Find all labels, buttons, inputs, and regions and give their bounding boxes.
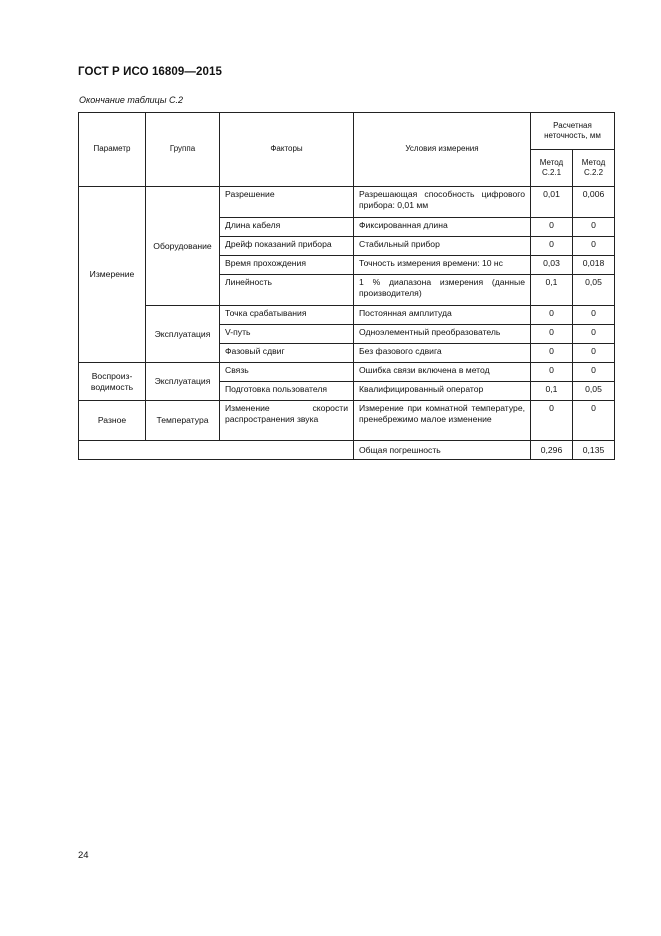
- header-method-c21: Метод С.2.1: [531, 150, 573, 187]
- condition-cell: Ошибка связи включена в метод: [354, 363, 531, 382]
- factor-cell: V-путь: [220, 325, 354, 344]
- method-c22-value: 0: [573, 218, 615, 237]
- group-cell: Эксплуатация: [146, 306, 220, 363]
- condition-cell: Точность измерения времени: 10 нс: [354, 256, 531, 275]
- table-row: [79, 363, 615, 382]
- group-cell: Эксплуатация: [146, 363, 220, 401]
- header-factors: Факторы: [220, 113, 354, 187]
- condition-cell: Одноэлементный преобразователь: [354, 325, 531, 344]
- condition-cell: Стабильный прибор: [354, 237, 531, 256]
- method-c21-value: 0: [531, 325, 573, 344]
- method-c21-value: 0,03: [531, 256, 573, 275]
- method-c22-value: 0: [573, 325, 615, 344]
- method-c21-value: 0: [531, 218, 573, 237]
- parameter-cell: Измерение: [79, 187, 146, 363]
- method-c22-value: 0: [573, 306, 615, 325]
- factor-cell: Подготовка пользователя: [220, 382, 354, 401]
- header-uncertainty: Расчетная неточность, мм: [531, 113, 615, 150]
- table-caption: Окончание таблицы С.2: [79, 95, 183, 105]
- header-conditions: Условия измерения: [354, 113, 531, 187]
- header-parameter: Параметр: [79, 113, 146, 187]
- table-row: [79, 306, 615, 325]
- document-title: ГОСТ Р ИСО 16809—2015: [78, 66, 223, 78]
- method-c22-value: 0: [573, 237, 615, 256]
- condition-cell: Постоянная амплитуда: [354, 306, 531, 325]
- method-c21-value: 0: [531, 363, 573, 382]
- total-empty-cell: [79, 441, 354, 460]
- factor-cell: Линейность: [220, 275, 354, 306]
- group-cell: Температура: [146, 401, 220, 441]
- factor-cell: Разрешение: [220, 187, 354, 218]
- header-method-c22: Метод С.2.2: [573, 150, 615, 187]
- condition-cell: Без фазового сдвига: [354, 344, 531, 363]
- factor-cell: Длина кабеля: [220, 218, 354, 237]
- method-c21-value: 0: [531, 344, 573, 363]
- method-c22-value: 0: [573, 363, 615, 382]
- factor-cell: Изменение скорости распространения звука: [220, 401, 354, 441]
- method-c22-value: 0,05: [573, 382, 615, 401]
- method-c22-value: 0,006: [573, 187, 615, 218]
- method-c22-value: 0: [573, 401, 615, 441]
- method-c21-value: 0,1: [531, 275, 573, 306]
- group-cell: Оборудование: [146, 187, 220, 306]
- total-method-c21: 0,296: [531, 441, 573, 460]
- method-c21-value: 0: [531, 306, 573, 325]
- total-label: Общая погрешность: [354, 441, 531, 460]
- condition-cell: 1 % диапазона измерения (данные производителя): [354, 275, 531, 306]
- total-row: [79, 441, 615, 460]
- parameter-cell: Воспроиз-водимость: [79, 363, 146, 401]
- method-c21-value: 0,1: [531, 382, 573, 401]
- factor-cell: Время прохождения: [220, 256, 354, 275]
- condition-cell: Фиксированная длина: [354, 218, 531, 237]
- method-c21-value: 0: [531, 401, 573, 441]
- condition-cell: Разрешающая способность цифрового прибора: 0,01 мм: [354, 187, 531, 218]
- condition-cell: Измерение при комнатной температуре, пренебрежимо малое изменение: [354, 401, 531, 441]
- method-c21-value: 0,01: [531, 187, 573, 218]
- uncertainty-table: [78, 112, 615, 460]
- total-method-c22: 0,135: [573, 441, 615, 460]
- header-group: Группа: [146, 113, 220, 187]
- factor-cell: Точка срабатывания: [220, 306, 354, 325]
- method-c22-value: 0,018: [573, 256, 615, 275]
- page-number: 24: [78, 850, 89, 861]
- table-row: [79, 401, 615, 441]
- table-row: [79, 187, 615, 218]
- parameter-cell: Разное: [79, 401, 146, 441]
- method-c22-value: 0: [573, 344, 615, 363]
- method-c21-value: 0: [531, 237, 573, 256]
- condition-cell: Квалифицированный оператор: [354, 382, 531, 401]
- method-c22-value: 0,05: [573, 275, 615, 306]
- factor-cell: Связь: [220, 363, 354, 382]
- factor-cell: Дрейф показаний прибора: [220, 237, 354, 256]
- factor-cell: Фазовый сдвиг: [220, 344, 354, 363]
